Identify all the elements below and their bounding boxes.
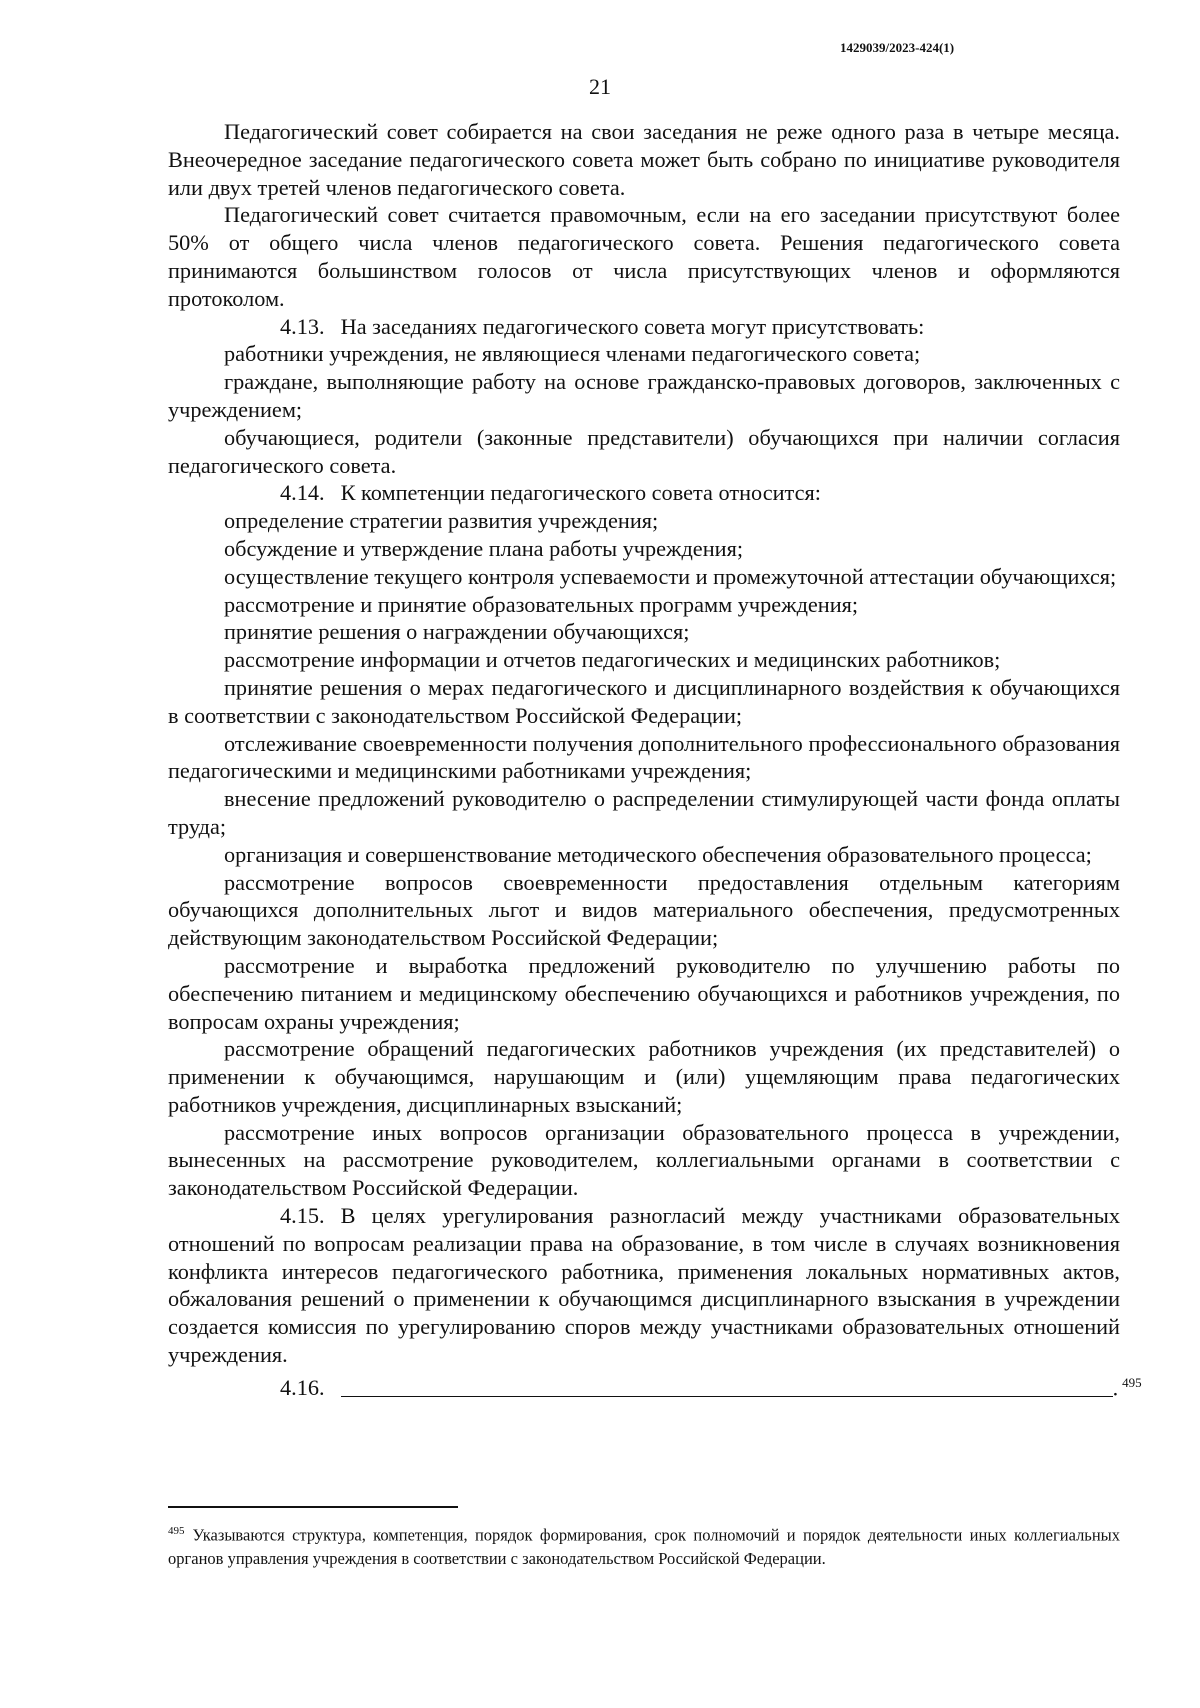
document-body — [168, 118, 1142, 1402]
document-number: 1429039/2023-424(1) — [840, 40, 955, 55]
list-item: организация и совершенствование методического обеспечения образовательного процесса; — [224, 841, 1092, 867]
page-number: 21 — [589, 74, 611, 99]
list-item: обсуждение и утверждение плана работы учреждения; — [224, 535, 744, 561]
list-item: принятие решения о мерах педагогического и дисциплинарного воздействия к обучающихся в соответствии с законодательством Российской Федерации; — [168, 674, 1120, 728]
list-item: рассмотрение иных вопросов организации образовательного процесса в учреждении, вынесенных на рассмотрение руководителем, коллегиальными органами в соответствии с законодательством Российской Федерации. — [168, 1119, 1120, 1201]
list-item: обучающиеся, родители (законные представители) обучающихся при наличии согласия педагогического совета. — [168, 424, 1120, 478]
paragraph: Педагогический совет считается правомочным, если на его заседании присутствуют более 50% от общего числа членов педагогического совета. Решения педагогического совета принимаются большинством голосов от числа присутствующих членов и оформляются протоколом. — [168, 202, 1120, 311]
section-4-15 — [168, 1202, 1120, 1369]
section-text: К компетенции педагогического совета относится: — [340, 480, 821, 506]
list-item: рассмотрение и выработка предложений руководителю по улучшению работы по обеспечению питанием и медицинскому обеспечению обучающихся и работников учреждения, по вопросам охраны учреждения; — [168, 952, 1120, 1034]
footnote — [168, 1520, 1120, 1571]
footnote-mark: 495 — [168, 1525, 185, 1537]
footnote-text: Указываются структура, компетенция, порядок формирования, срок полномочий и порядок деятельности иных коллегиальных органов управления учреждения в соответствии с законодательством Российской Федерации. — [168, 1525, 1120, 1568]
section-text: В целях урегулирования разногласий между участниками образовательных отношений по вопросам реализации права на образование, в том числе в случаях возникновения конфликта интересов педагогического работника, применения локальных нормативных актов, обжалования решений о применении к обучающимся дисциплинарного взыскания в учреждении создается комиссия по урегулированию споров между участниками образовательных отношений учреждения. — [168, 1203, 1120, 1368]
paragraph: Педагогический совет собирается на свои заседания не реже одного раза в четыре месяца. Внеочередное заседание педагогического совета может быть собрано по инициативе руководителя или двух третей членов педагогического совета. — [168, 119, 1120, 200]
section-number: 4.13. — [280, 313, 325, 339]
section-4-16 — [168, 1369, 1142, 1402]
list-item: рассмотрение обращений педагогических работников учреждения (их представителей) о применении к обучающимся, нарушающим и (или) ущемляющим права педагогических работников учреждения, дисциплинарных взысканий; — [168, 1036, 1120, 1117]
section-number: 4.16. — [280, 1375, 325, 1401]
list-item: рассмотрение вопросов своевременности предоставления отдельным категориям обучающихся дополнительных льгот и видов материального обеспечения, предусмотренных действующим законодательством Российской Федерации; — [168, 869, 1120, 951]
fill-in-blank — [341, 1376, 1113, 1397]
list-item: осуществление текущего контроля успеваемости и промежуточной аттестации обучающихся; — [224, 563, 1117, 589]
footnote-separator — [168, 1506, 458, 1508]
list-item: работники учреждения, не являющиеся членами педагогического совета; — [224, 341, 921, 367]
section-number: 4.15. — [280, 1203, 325, 1229]
list-item: рассмотрение информации и отчетов педагогических и медицинских работников; — [224, 647, 1001, 673]
list-item: принятие решения о награждении обучающихся; — [224, 619, 690, 645]
list-item: внесение предложений руководителю о распределении стимулирующей части фонда оплаты труда; — [168, 786, 1120, 839]
section-text: На заседаниях педагогического совета могут присутствовать: — [340, 313, 925, 339]
list-item: отслеживание своевременности получения дополнительного профессионального образования педагогическими и медицинскими работниками учреждения; — [168, 730, 1120, 784]
list-item: определение стратегии развития учреждения; — [224, 508, 659, 534]
list-item: граждане, выполняющие работу на основе гражданско-правовых договоров, заключенных с учреждением; — [168, 369, 1120, 422]
section-4-13 — [168, 313, 1120, 341]
section-4-14 — [168, 479, 1120, 507]
footnote-reference[interactable]: 495 — [1122, 1374, 1142, 1390]
section-end-mark: . — [1112, 1375, 1119, 1401]
section-number: 4.14. — [280, 480, 325, 506]
list-item: рассмотрение и принятие образовательных программ учреждения; — [224, 591, 859, 617]
